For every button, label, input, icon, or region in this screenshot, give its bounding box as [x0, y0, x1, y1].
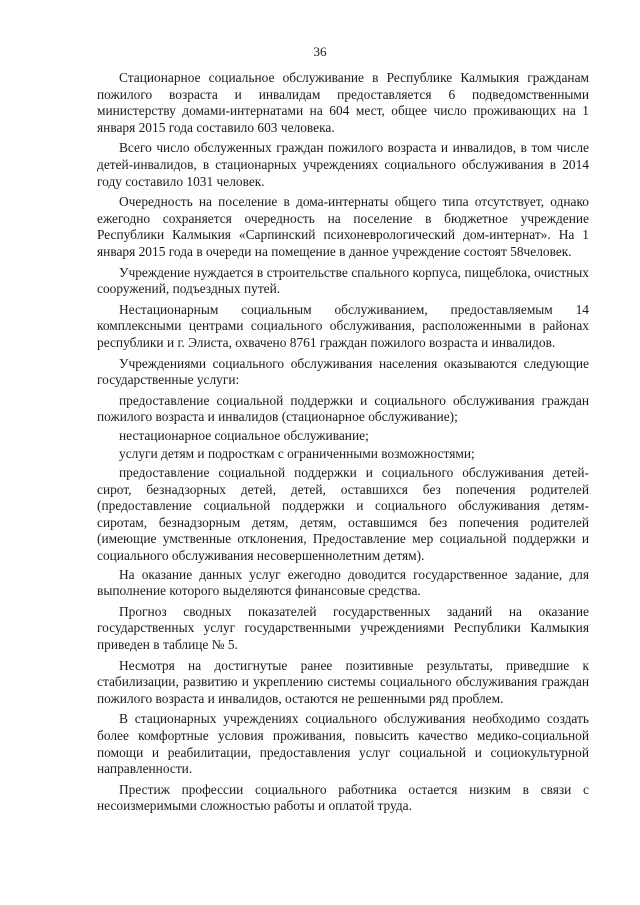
body-text: [97, 70, 589, 819]
paragraph: В стационарных учреждениях социального обслуживания необходимо создать более комфортные условия проживания, повысить качество медико-социальной помощи и реабилитации, предоставления услуг социальной и социокультурной направленности.: [97, 711, 589, 777]
paragraph: Учреждение нуждается в строительстве спального корпуса, пищеблока, очистных сооружений, подъездных путей.: [97, 264, 589, 297]
paragraph: Стационарное социальное обслуживание в Республике Калмыкия гражданам пожилого возраста и инвалидам предоставляется 6 подведомственными министерству домами-интернатами на 604 мест, общее число проживающих на 1 января 2015 года составило 603 человека.: [97, 70, 589, 135]
paragraph: Очередность на поселение в дома-интернаты общего типа отсутствует, однако ежегодно сохраняется очередность на поселение в бюджетное учреждение Республики Калмыкия «Сарпинский психоневрологический дом-интернат». На 1 января 2015 года в очереди на помещение в данное учреждение состоят 58человек.: [97, 194, 589, 259]
paragraph: Всего число обслуженных граждан пожилого возраста и инвалидов, в том числе детей-инвалидов, в стационарных учреждениях социального обслуживания в 2014 году составило 1031 человек.: [97, 140, 589, 189]
paragraph: На оказание данных услуг ежегодно доводится государственное задание, для выполнение которого выделяются финансовые средства.: [97, 566, 589, 599]
paragraph: Прогноз сводных показателей государственных заданий на оказание государственных услуг государственными учреждениями Республики Калмыкия приведен в таблице № 5.: [97, 603, 589, 652]
service-item: предоставление социальной поддержки и социального обслуживания детей-сирот, безнадзорных детей, детей, оставшихся без попечения родителей (предоставление социальной поддержки и социального обслуживания детям-сиротам, безнадзорным детям, детям, оставшимся без попечения родителей (имеющие умственные отклонения, Предоставление мер социальной поддержки и социального обслуживания несовершеннолетним детям).: [97, 465, 589, 564]
paragraph: Несмотря на достигнутые ранее позитивные результаты, приведшие к стабилизации, развитию и укреплению системы социального обслуживания граждан пожилого возраста и инвалидов, остаются не решенными ряд проблем.: [97, 657, 589, 706]
service-item: нестационарное социальное обслуживание;: [119, 427, 369, 443]
service-item: услуги детям и подросткам с ограниченными возможностями;: [119, 446, 475, 462]
paragraph: Нестационарным социальным обслуживанием, предоставляемым 14 комплексными центрами социального обслуживания, расположенными в районах республики и г. Элиста, охвачено 8761 граждан пожилого возраста и инвалидов.: [97, 301, 589, 350]
service-item: предоставление социальной поддержки и социального обслуживания граждан пожилого возраста и инвалидов (стационарное обслуживание);: [97, 392, 589, 425]
page-number: 36: [313, 44, 327, 59]
paragraph: Престиж профессии социального работника остается низким в связи с несоизмеримыми сложностью работы и оплатой труда.: [97, 781, 589, 814]
paragraph: Учреждениями социального обслуживания населения оказываются следующие государственные услуги:: [97, 355, 589, 388]
